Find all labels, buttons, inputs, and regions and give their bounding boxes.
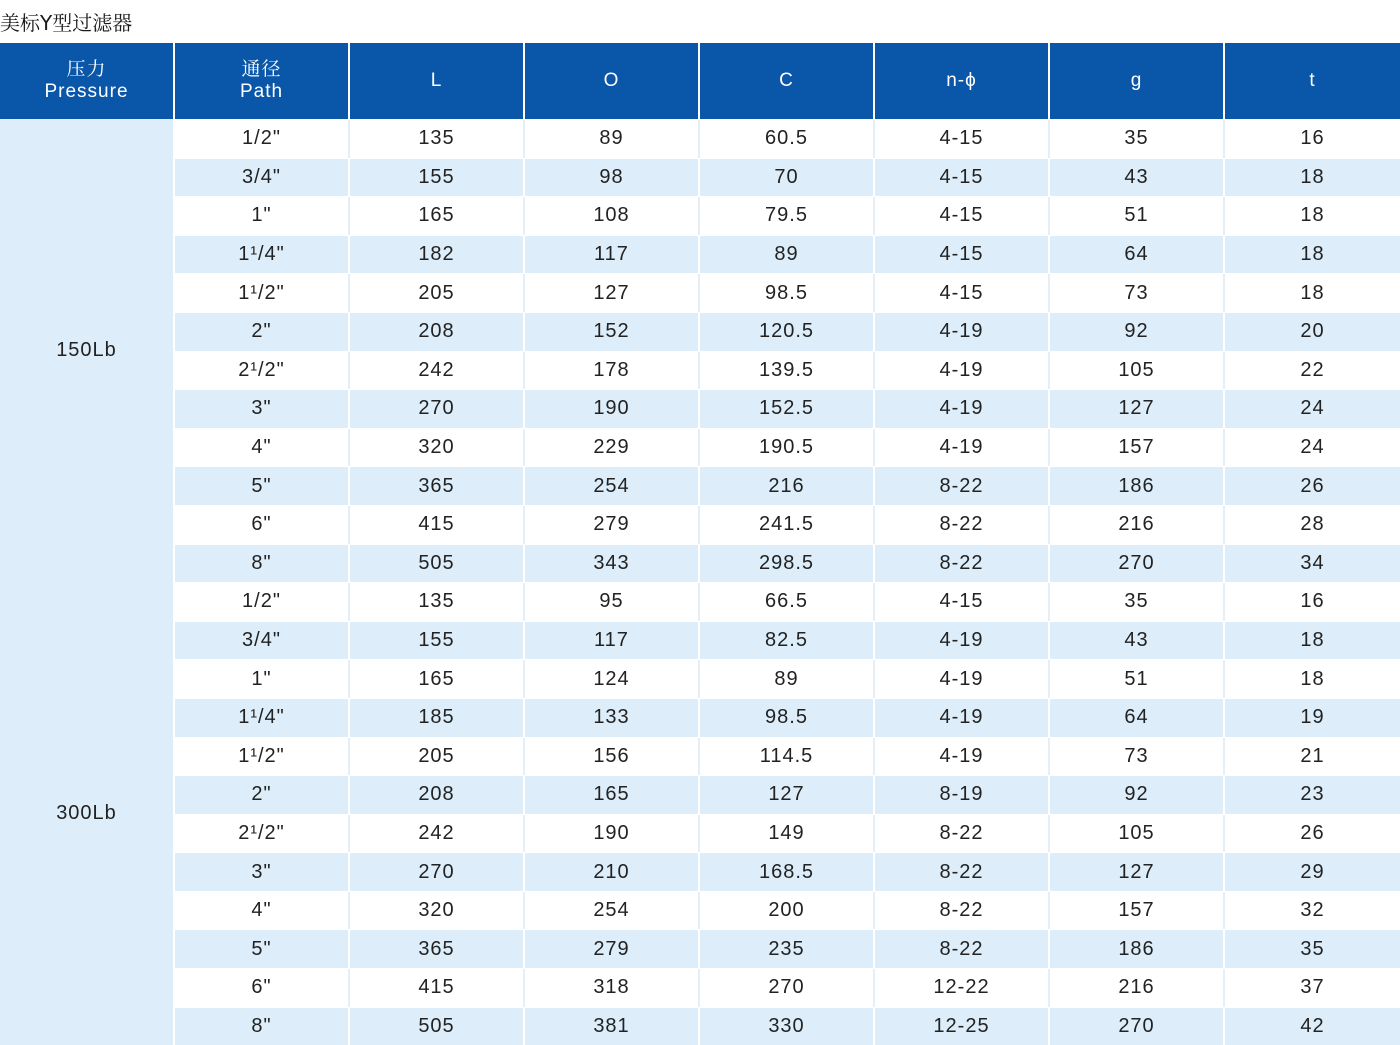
pressure-group [0, 582, 1400, 1045]
table-cell: 298.5 [700, 545, 875, 583]
table-cell: 3" [175, 853, 350, 891]
table-cell: 210 [525, 853, 700, 891]
header-pressure-en: Pressure [44, 81, 129, 102]
table-row [175, 235, 1400, 274]
table-cell: 415 [350, 506, 525, 544]
table-row [175, 852, 1400, 891]
table-cell: 64 [1050, 699, 1225, 737]
table-cell: 105 [1050, 352, 1225, 390]
table-cell: 5" [175, 930, 350, 968]
table-cell: 24 [1300, 436, 1325, 459]
table-row [175, 312, 1400, 351]
table-cell: 22 [1300, 358, 1325, 381]
table-cell: 18 [1300, 667, 1325, 690]
table-cell: 73 [1050, 738, 1225, 776]
table-cell: 73 [1050, 274, 1225, 312]
table-cell: 4-19 [875, 738, 1050, 776]
table-cell: 82.5 [700, 622, 875, 660]
header-n-phi: n-ϕ [875, 43, 1050, 119]
table-cell: 208 [350, 313, 525, 351]
table-cell: 3/4" [175, 159, 350, 197]
header-pressure [0, 43, 175, 119]
table-cell: 35 [1300, 937, 1325, 960]
table-row [175, 1007, 1400, 1045]
table-row [175, 544, 1400, 583]
table-cell: 18 [1300, 629, 1325, 652]
table-cell: 8-22 [875, 892, 1050, 930]
table-header [0, 43, 1400, 119]
page-title: 美标Y型过滤器 [0, 11, 133, 35]
table-cell: 2¹/2" [175, 815, 350, 853]
table-row [175, 273, 1400, 312]
table-cell: 4-19 [875, 352, 1050, 390]
table-cell: 127 [700, 776, 875, 814]
table-cell: 1¹/4" [175, 699, 350, 737]
table-cell: 124 [525, 660, 700, 698]
table-cell: 8-22 [875, 930, 1050, 968]
table-cell: 79.5 [700, 197, 875, 235]
header-L: L [350, 43, 525, 119]
table-cell: 26 [1300, 474, 1325, 497]
table-row [175, 119, 1400, 158]
table-cell: 12-22 [875, 969, 1050, 1007]
table-cell: 190 [525, 390, 700, 428]
header-C: C [700, 43, 875, 119]
table-cell: 254 [525, 467, 700, 505]
table-row [175, 659, 1400, 698]
table-row [175, 505, 1400, 544]
table-cell: 168.5 [700, 853, 875, 891]
table-cell: 35 [1050, 583, 1225, 621]
table-cell: 242 [350, 815, 525, 853]
table-cell: 133 [525, 699, 700, 737]
table-cell: 216 [1050, 969, 1225, 1007]
table-cell: 8" [175, 545, 350, 583]
table-cell: 216 [1050, 506, 1225, 544]
table-cell: 270 [1050, 545, 1225, 583]
table-cell: 89 [525, 120, 700, 158]
pressure-group [0, 119, 1400, 582]
table-cell: 182 [350, 236, 525, 274]
table-cell: 135 [350, 583, 525, 621]
table-cell: 165 [350, 660, 525, 698]
table-cell: 4-15 [875, 197, 1050, 235]
table-cell: 165 [350, 197, 525, 235]
table-row [175, 351, 1400, 390]
table-cell: 32 [1300, 899, 1325, 922]
header-O: O [525, 43, 700, 119]
table-cell: 505 [350, 1008, 525, 1045]
table-cell: 157 [1050, 892, 1225, 930]
table-cell: 381 [525, 1008, 700, 1045]
table-cell: 127 [1050, 853, 1225, 891]
table-cell: 1" [175, 197, 350, 235]
table-cell: 186 [1050, 467, 1225, 505]
table-row [175, 428, 1400, 467]
table-cell: 42 [1300, 1014, 1325, 1037]
table-cell: 4-19 [875, 429, 1050, 467]
table-cell: 4-15 [875, 583, 1050, 621]
table-cell: 8-22 [875, 467, 1050, 505]
table-cell: 241.5 [700, 506, 875, 544]
table-cell: 1¹/4" [175, 236, 350, 274]
table-row [175, 891, 1400, 930]
table-cell: 320 [350, 429, 525, 467]
table-cell: 415 [350, 969, 525, 1007]
table-cell: 8" [175, 1008, 350, 1045]
table-cell: 70 [700, 159, 875, 197]
table-cell: 4-19 [875, 660, 1050, 698]
table-cell: 8-22 [875, 506, 1050, 544]
table-cell: 229 [525, 429, 700, 467]
table-cell: 320 [350, 892, 525, 930]
table-cell: 190 [525, 815, 700, 853]
table-cell: 8-22 [875, 853, 1050, 891]
table-cell: 6" [175, 506, 350, 544]
table-cell: 92 [1050, 313, 1225, 351]
table-cell: 235 [700, 930, 875, 968]
table-cell: 12-25 [875, 1008, 1050, 1045]
table-cell: 98.5 [700, 699, 875, 737]
header-path [175, 43, 350, 119]
table-cell: 208 [350, 776, 525, 814]
table-cell: 2" [175, 313, 350, 351]
table-cell: 26 [1300, 821, 1325, 844]
table-cell: 60.5 [700, 120, 875, 158]
table-cell: 18 [1300, 281, 1325, 304]
table-cell: 34 [1300, 551, 1325, 574]
table-cell: 1" [175, 660, 350, 698]
table-body [0, 119, 1400, 1045]
table-cell: 24 [1300, 397, 1325, 420]
table-cell: 343 [525, 545, 700, 583]
table-cell: 157 [1050, 429, 1225, 467]
table-cell: 330 [700, 1008, 875, 1045]
table-cell: 186 [1050, 930, 1225, 968]
table-row [175, 196, 1400, 235]
table-cell: 4-19 [875, 622, 1050, 660]
table-cell: 28 [1300, 513, 1325, 536]
table-cell: 18 [1300, 204, 1325, 227]
table-cell: 4" [175, 429, 350, 467]
table-cell: 149 [700, 815, 875, 853]
header-g: g [1050, 43, 1225, 119]
table-cell: 127 [525, 274, 700, 312]
table-cell: 16 [1300, 590, 1325, 613]
table-cell: 139.5 [700, 352, 875, 390]
table-row [175, 158, 1400, 197]
table-cell: 185 [350, 699, 525, 737]
table-cell: 270 [350, 390, 525, 428]
table-cell: 98 [525, 159, 700, 197]
table-cell: 3/4" [175, 622, 350, 660]
table-cell: 190.5 [700, 429, 875, 467]
table-cell: 242 [350, 352, 525, 390]
table-cell: 8-22 [875, 545, 1050, 583]
header-path-en: Path [239, 81, 284, 102]
table-cell: 2¹/2" [175, 352, 350, 390]
table-cell: 98.5 [700, 274, 875, 312]
table-cell: 120.5 [700, 313, 875, 351]
table-cell: 37 [1300, 976, 1325, 999]
table-cell: 2" [175, 776, 350, 814]
table-cell: 4-15 [875, 236, 1050, 274]
table-cell: 18 [1300, 243, 1325, 266]
table-row [175, 582, 1400, 621]
table-cell: 4-19 [875, 390, 1050, 428]
table-cell: 18 [1300, 165, 1325, 188]
table-cell: 270 [700, 969, 875, 1007]
spec-table [0, 43, 1400, 1045]
table-cell: 4" [175, 892, 350, 930]
table-row [175, 389, 1400, 428]
pressure-cell: 150Lb [0, 119, 175, 582]
table-cell: 254 [525, 892, 700, 930]
table-cell: 51 [1050, 660, 1225, 698]
table-cell: 114.5 [700, 738, 875, 776]
table-cell: 92 [1050, 776, 1225, 814]
table-cell: 21 [1300, 744, 1325, 767]
table-cell: 1¹/2" [175, 738, 350, 776]
table-cell: 205 [350, 274, 525, 312]
header-pressure-cn: 压力 [66, 59, 107, 80]
table-cell: 4-15 [875, 274, 1050, 312]
table-cell: 66.5 [700, 583, 875, 621]
table-cell: 105 [1050, 815, 1225, 853]
table-cell: 29 [1300, 860, 1325, 883]
table-cell: 205 [350, 738, 525, 776]
table-cell: 16 [1300, 127, 1325, 150]
table-cell: 3" [175, 390, 350, 428]
table-cell: 135 [350, 120, 525, 158]
table-cell: 5" [175, 467, 350, 505]
table-cell: 1/2" [175, 120, 350, 158]
table-cell: 200 [700, 892, 875, 930]
table-cell: 95 [525, 583, 700, 621]
table-row [175, 621, 1400, 660]
table-cell: 127 [1050, 390, 1225, 428]
table-cell: 8-22 [875, 815, 1050, 853]
table-cell: 43 [1050, 622, 1225, 660]
table-cell: 165 [525, 776, 700, 814]
table-cell: 1¹/2" [175, 274, 350, 312]
table-cell: 270 [350, 853, 525, 891]
table-cell: 279 [525, 506, 700, 544]
table-cell: 279 [525, 930, 700, 968]
table-cell: 178 [525, 352, 700, 390]
table-cell: 4-19 [875, 313, 1050, 351]
table-cell: 152.5 [700, 390, 875, 428]
table-row [175, 814, 1400, 853]
table-cell: 117 [525, 622, 700, 660]
table-cell: 216 [700, 467, 875, 505]
table-cell: 117 [525, 236, 700, 274]
table-cell: 505 [350, 545, 525, 583]
table-cell: 89 [700, 660, 875, 698]
header-path-cn: 通径 [241, 59, 282, 80]
table-cell: 43 [1050, 159, 1225, 197]
table-cell: 64 [1050, 236, 1225, 274]
table-cell: 156 [525, 738, 700, 776]
table-cell: 8-19 [875, 776, 1050, 814]
table-row [175, 737, 1400, 776]
table-cell: 19 [1300, 706, 1325, 729]
table-cell: 51 [1050, 197, 1225, 235]
table-row [175, 929, 1400, 968]
table-cell: 4-15 [875, 159, 1050, 197]
table-cell: 365 [350, 467, 525, 505]
table-cell: 155 [350, 622, 525, 660]
table-cell: 108 [525, 197, 700, 235]
table-cell: 20 [1300, 320, 1325, 343]
table-cell: 1/2" [175, 583, 350, 621]
table-row [175, 698, 1400, 737]
table-cell: 35 [1050, 120, 1225, 158]
table-cell: 152 [525, 313, 700, 351]
table-cell: 4-15 [875, 120, 1050, 158]
table-cell: 6" [175, 969, 350, 1007]
table-cell: 318 [525, 969, 700, 1007]
table-cell: 270 [1050, 1008, 1225, 1045]
table-cell: 365 [350, 930, 525, 968]
table-row [175, 466, 1400, 505]
table-cell: 89 [700, 236, 875, 274]
table-cell: 23 [1300, 783, 1325, 806]
table-cell: 4-19 [875, 699, 1050, 737]
header-t: t [1309, 70, 1316, 91]
table-row [175, 968, 1400, 1007]
pressure-cell: 300Lb [0, 582, 175, 1045]
table-cell: 155 [350, 159, 525, 197]
table-row [175, 775, 1400, 814]
